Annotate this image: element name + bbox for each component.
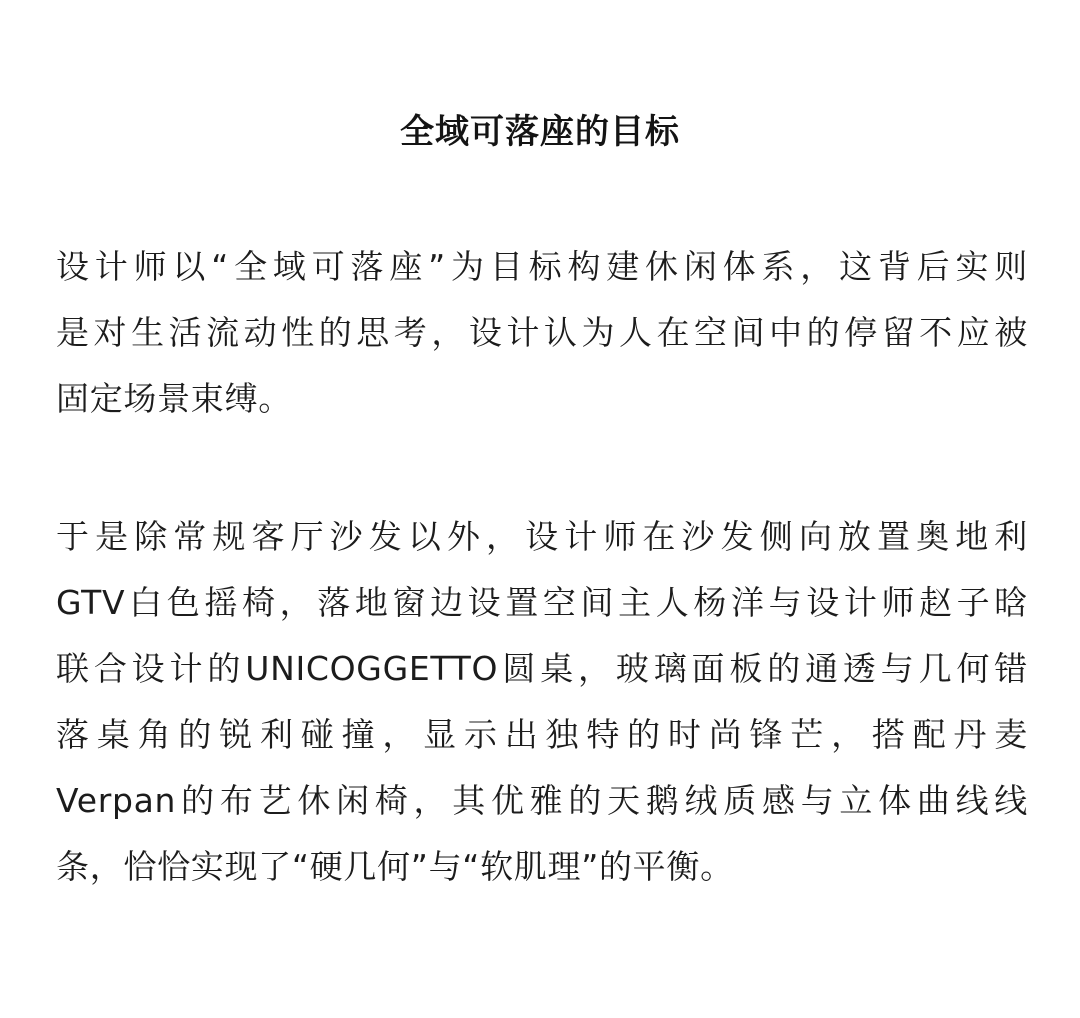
paragraph-line: 联合设计的UNICOGGETTO圆桌，玻璃面板的通透与几何错	[56, 649, 1028, 688]
paragraph-1	[56, 234, 1028, 432]
section-title: 全域可落座的目标	[400, 112, 680, 152]
paragraph-line: 设计师以“全域可落座”为目标构建休闲体系，这背后实则	[56, 247, 1028, 286]
paragraph-line: 条，恰恰实现了“硬几何”与“软肌理”的平衡。	[56, 847, 734, 886]
paragraph-line: 于是除常规客厅沙发以外，设计师在沙发侧向放置奥地利	[56, 517, 1028, 556]
paragraph-line: 固定场景束缚。	[56, 379, 292, 418]
paragraph-line: GTV白色摇椅，落地窗边设置空间主人杨洋与设计师赵子晗	[56, 583, 1028, 622]
paragraph-line: 是对生活流动性的思考，设计认为人在空间中的停留不应被	[56, 313, 1028, 352]
paragraph-line: 落桌角的锐利碰撞，显示出独特的时尚锋芒，搭配丹麦	[56, 715, 1028, 754]
paragraph-line: Verpan的布艺休闲椅，其优雅的天鹅绒质感与立体曲线线	[56, 781, 1028, 820]
paragraph-2	[56, 504, 1028, 900]
